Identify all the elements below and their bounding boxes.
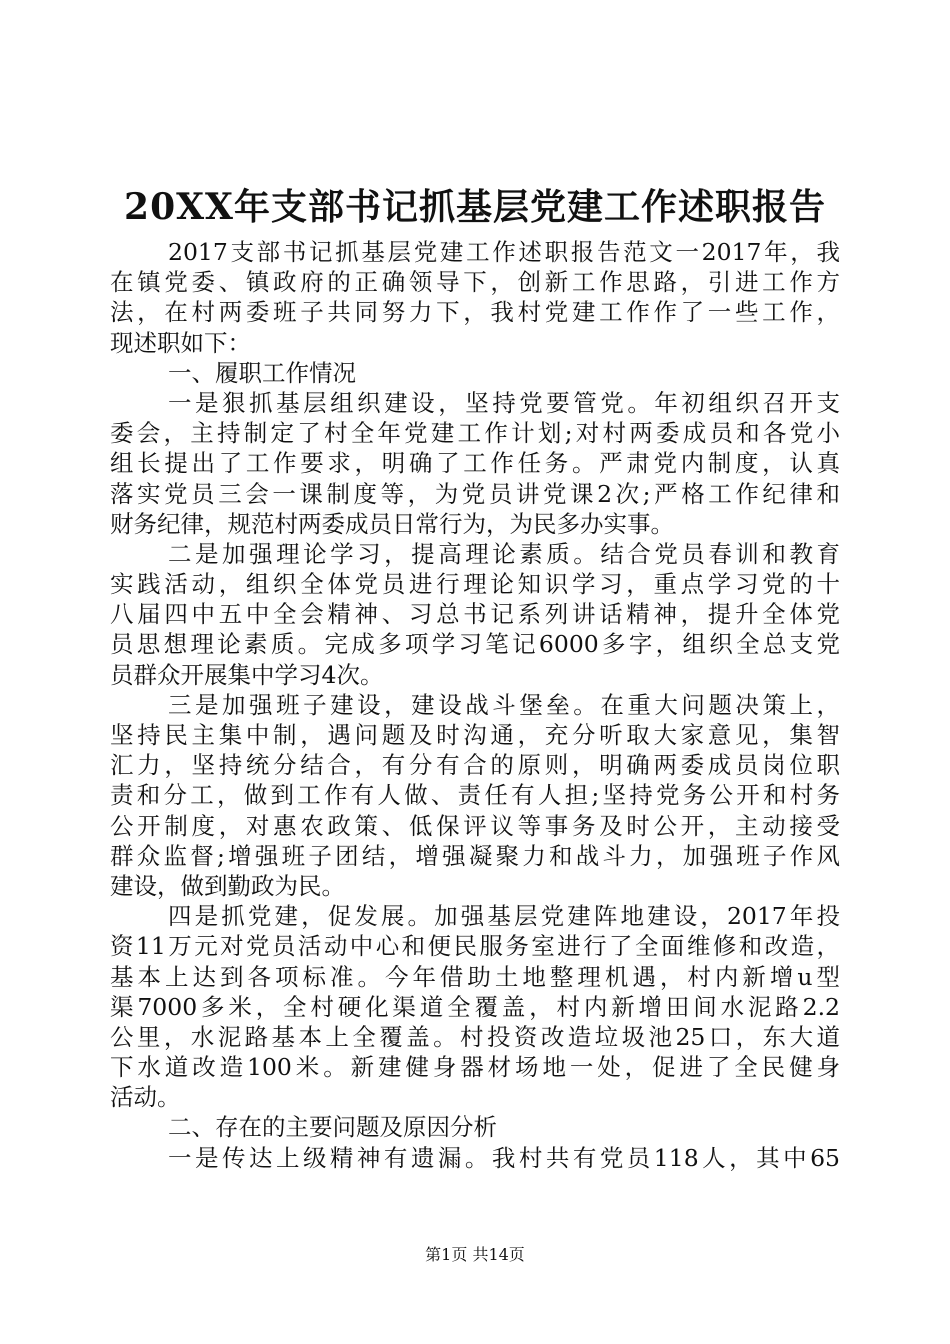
text-line: 员群众开展集中学习4次。 bbox=[110, 660, 384, 689]
text-line: 四是抓党建，促发展。加强基层党建阵地建设，2017年投 bbox=[168, 902, 840, 931]
text-line: 员思想理论素质。完成多项学习笔记6000多字，组织全总支党 bbox=[110, 630, 840, 659]
text-line: 建设，做到勤政为民。 bbox=[110, 871, 345, 900]
page-title: 20XX年支部书记抓基层党建工作述职报告 bbox=[124, 186, 826, 228]
page-footer: 第1页 共14页 bbox=[425, 1245, 525, 1264]
text-line: 在镇党委、镇政府的正确领导下，创新工作思路，引进工作方 bbox=[110, 268, 840, 297]
text-line: 群众监督;增强班子团结，增强凝聚力和战斗力，加强班子作风 bbox=[110, 841, 840, 870]
text-line: 三是加强班子建设，建设战斗堡垒。在重大问题决策上， bbox=[168, 690, 840, 719]
text-line: 一是传达上级精神有遗漏。我村共有党员118人，其中65 bbox=[168, 1143, 840, 1172]
text-line: 八届四中五中全会精神、习总书记系列讲话精神，提升全体党 bbox=[110, 600, 840, 629]
text-line: 法，在村两委班子共同努力下，我村党建工作作了一些工作， bbox=[110, 298, 840, 327]
text-line: 活动。 bbox=[110, 1083, 181, 1112]
text-line: 二、存在的主要问题及原因分析 bbox=[168, 1113, 497, 1142]
document-body bbox=[110, 237, 840, 1173]
text-line: 渠7000多米，全村硬化渠道全覆盖，村内新增田间水泥路2.2 bbox=[110, 992, 840, 1021]
text-line: 现述职如下： bbox=[110, 328, 251, 357]
text-line: 一、履职工作情况 bbox=[168, 358, 356, 387]
text-line: 委会，主持制定了村全年党建工作计划;对村两委成员和各党小 bbox=[110, 419, 840, 448]
text-line: 2017支部书记抓基层党建工作述职报告范文一2017年，我 bbox=[168, 238, 840, 266]
text-line: 基本上达到各项标准。今年借助土地整理机遇，村内新增u型 bbox=[110, 962, 840, 991]
text-line: 二是加强理论学习，提高理论素质。结合党员春训和教育 bbox=[168, 539, 840, 568]
text-line: 公里，水泥路基本上全覆盖。村投资改造垃圾池25口，东大道 bbox=[110, 1022, 840, 1051]
text-line: 财务纪律，规范村两委成员日常行为，为民多办实事。 bbox=[110, 509, 674, 538]
text-line: 汇力，坚持统分结合，有分有合的原则，明确两委成员岗位职 bbox=[110, 751, 840, 780]
text-line: 下水道改造100米。新建健身器材场地一处，促进了全民健身 bbox=[110, 1053, 840, 1082]
text-line: 资11万元对党员活动中心和便民服务室进行了全面维修和改造， bbox=[110, 932, 840, 961]
text-line: 实践活动，组织全体党员进行理论知识学习，重点学习党的十 bbox=[110, 570, 840, 599]
text-line: 落实党员三会一课制度等，为党员讲党课2次;严格工作纪律和 bbox=[110, 479, 840, 508]
text-line: 坚持民主集中制，遇问题及时沟通，充分听取大家意见，集智 bbox=[110, 721, 840, 749]
text-line: 一是狠抓基层组织建设，坚持党要管党。年初组织召开支 bbox=[168, 388, 840, 417]
text-line: 组长提出了工作要求，明确了工作任务。严肃党内制度，认真 bbox=[110, 449, 840, 478]
text-line: 责和分工，做到工作有人做、责任有人担;坚持党务公开和村务 bbox=[110, 781, 840, 810]
text-line: 公开制度，对惠农政策、低保评议等事务及时公开，主动接受 bbox=[110, 811, 840, 840]
